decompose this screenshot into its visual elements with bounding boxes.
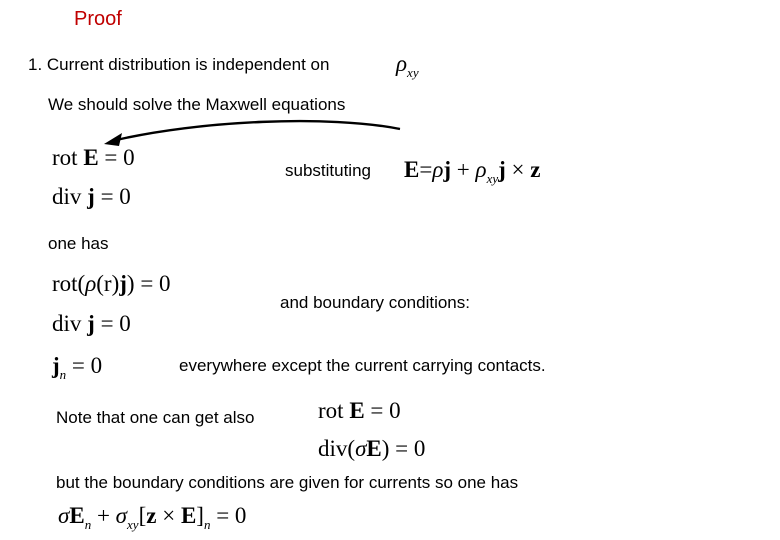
one-has-label: one has bbox=[48, 234, 109, 253]
r-argument: (r) bbox=[96, 271, 120, 296]
sigma-symbol: σ bbox=[355, 436, 367, 461]
equation-div-j bbox=[52, 185, 131, 208]
substituting-label: substituting bbox=[285, 161, 371, 180]
slide-title: Proof bbox=[74, 8, 122, 30]
equals-zero: = 0 bbox=[98, 145, 135, 170]
vector-j: j bbox=[119, 271, 127, 296]
rot-operator: rot( bbox=[52, 271, 86, 296]
equation-div-sigma-e bbox=[318, 437, 425, 460]
vector-e: E bbox=[366, 436, 382, 461]
equals-zero: = 0 bbox=[94, 311, 131, 336]
rot-operator: rot bbox=[52, 145, 84, 170]
final-equation bbox=[58, 503, 247, 532]
vector-j: j bbox=[498, 157, 506, 182]
equation-rot-rho-j bbox=[52, 272, 171, 295]
left-bracket: [ bbox=[138, 503, 147, 528]
div-operator: div( bbox=[318, 436, 356, 461]
rho-subscript: xy bbox=[486, 171, 499, 186]
cross-sign: × bbox=[156, 503, 181, 528]
equals-zero: = 0 bbox=[364, 398, 401, 423]
rot-operator: rot bbox=[318, 398, 350, 423]
equation-rot-e-2 bbox=[318, 399, 401, 422]
cross-sign: × bbox=[505, 157, 531, 182]
vector-j: j bbox=[87, 311, 95, 336]
plus-sign: + bbox=[451, 157, 476, 182]
rho-symbol: ρ bbox=[432, 157, 444, 182]
normal-subscript: n bbox=[84, 517, 92, 532]
equals-sign: = bbox=[419, 157, 433, 182]
sigma-symbol: σ bbox=[58, 503, 70, 528]
statement-line-1: 1. Current distribution is independent on bbox=[28, 55, 330, 74]
sigma-symbol: σ bbox=[115, 503, 128, 528]
vector-j: j bbox=[443, 157, 452, 182]
vector-e: E bbox=[349, 398, 365, 423]
vector-z: z bbox=[530, 157, 541, 182]
rho-symbol: ρ bbox=[475, 157, 487, 182]
equals-zero: = 0 bbox=[94, 184, 131, 209]
equation-rot-e bbox=[52, 146, 135, 169]
note-label: Note that one can get also bbox=[56, 408, 255, 427]
but-label: but the boundary conditions are given for currents so one has bbox=[56, 473, 519, 492]
rho-symbol: ρ bbox=[85, 271, 97, 296]
statement-line-2: We should solve the Maxwell equations bbox=[48, 95, 346, 114]
equals-zero: ) = 0 bbox=[381, 436, 426, 461]
normal-subscript: n bbox=[59, 367, 67, 382]
equation-div-j-2 bbox=[52, 312, 131, 335]
equals-zero: ) = 0 bbox=[126, 271, 171, 296]
vector-e: E bbox=[69, 503, 85, 528]
rho-symbol: ρ bbox=[396, 51, 408, 76]
vector-e: E bbox=[180, 503, 197, 528]
vector-j: j bbox=[52, 353, 60, 378]
everywhere-label: everywhere except the current carrying contacts. bbox=[179, 356, 546, 375]
vector-e: E bbox=[404, 157, 420, 182]
div-operator: div bbox=[52, 184, 88, 209]
plus-sign: + bbox=[91, 503, 116, 528]
vector-e: E bbox=[83, 145, 99, 170]
sigma-subscript: xy bbox=[127, 517, 139, 532]
vector-z: z bbox=[146, 503, 157, 528]
equation-jn bbox=[52, 353, 103, 382]
rho-subscript: xy bbox=[407, 65, 419, 80]
substitution-equation bbox=[404, 157, 541, 186]
vector-j: j bbox=[87, 184, 95, 209]
right-bracket: ] bbox=[196, 503, 204, 528]
boundary-conditions-label: and boundary conditions: bbox=[280, 293, 470, 312]
div-operator: div bbox=[52, 311, 88, 336]
normal-subscript: n bbox=[203, 517, 211, 532]
equals-zero: = 0 bbox=[210, 503, 247, 528]
equals-zero: = 0 bbox=[66, 353, 103, 378]
